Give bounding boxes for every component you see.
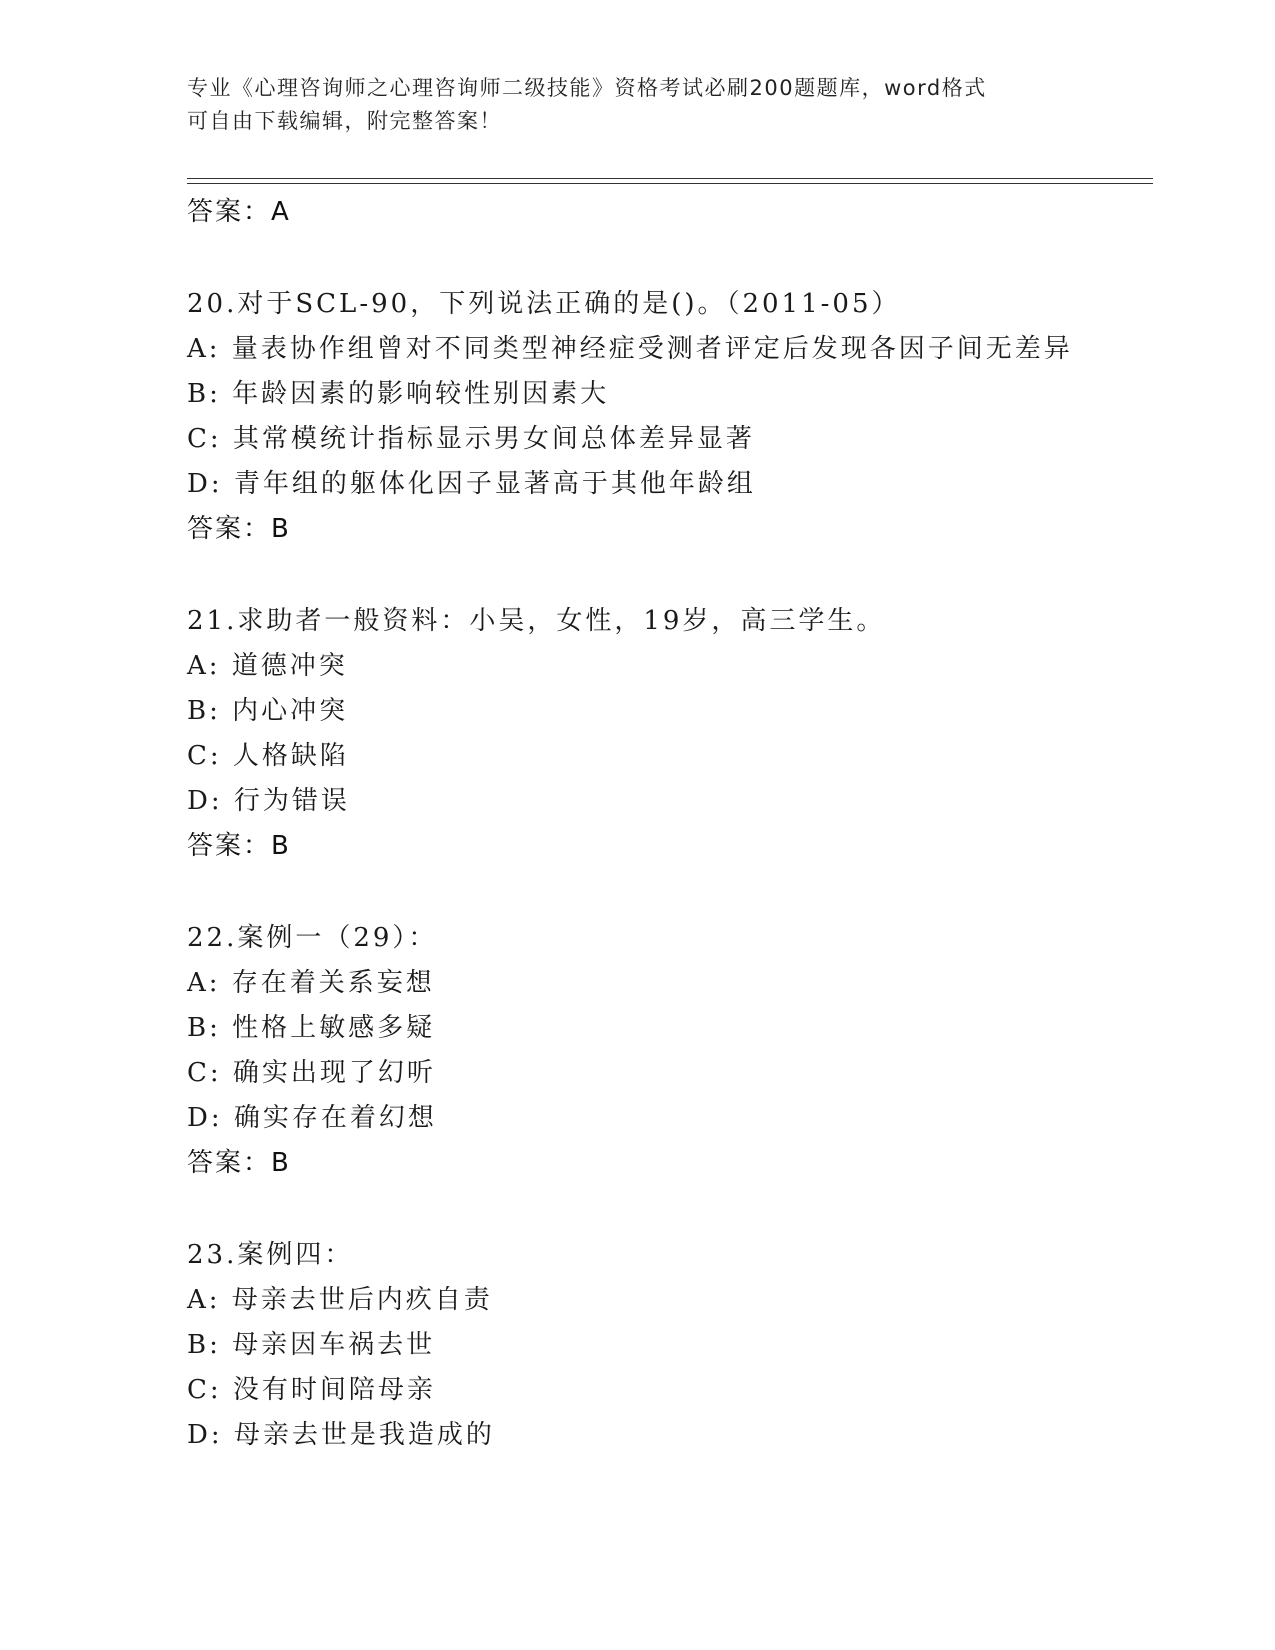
- option-b: B: 母亲因车祸去世: [187, 1330, 436, 1360]
- question-answer: 答案：B: [187, 1148, 291, 1178]
- option-c: C: 确实出现了幻听: [187, 1058, 436, 1088]
- option-a: A: 母亲去世后内疚自责: [187, 1285, 493, 1315]
- spacer: [187, 235, 1153, 282]
- option-b: B: 性格上敏感多疑: [187, 1013, 436, 1043]
- question-stem: 21.求助者一般资料：小吴，女性，19岁，高三学生。: [187, 606, 886, 636]
- option-c: C: 没有时间陪母亲: [187, 1375, 436, 1405]
- option-b: B: 内心冲突: [187, 696, 349, 726]
- option-a: A: 存在着关系妄想: [187, 968, 435, 998]
- question-22: [187, 916, 1153, 1186]
- page-header: [187, 72, 1067, 138]
- question-stem: 22.案例一（29）：: [187, 923, 438, 953]
- option-d: D: 母亲去世是我造成的: [187, 1420, 495, 1450]
- option-a: A: 量表协作组曾对不同类型神经症受测者评定后发现各因子间无差异: [187, 334, 1073, 364]
- question-answer: 答案：B: [187, 514, 291, 544]
- spacer: [187, 869, 1153, 916]
- question-20: [187, 282, 1153, 552]
- option-c: C: 其常模统计指标显示男女间总体差异显著: [187, 424, 755, 454]
- question-23: [187, 1233, 1153, 1458]
- header-line-1: 专业《心理咨询师之心理咨询师二级技能》资格考试必刷200题题库，word格式: [187, 76, 987, 100]
- question-stem: 23.案例四：: [187, 1240, 354, 1270]
- option-d: D: 行为错误: [187, 786, 350, 816]
- header-line-2: 可自由下载编辑，附完整答案！: [187, 109, 502, 133]
- header-divider-top: [187, 178, 1153, 179]
- question-21: [187, 599, 1153, 869]
- option-d: D: 青年组的躯体化因子显著高于其他年龄组: [187, 469, 756, 499]
- option-b: B: 年龄因素的影响较性别因素大: [187, 379, 610, 409]
- previous-answer: 答案：A: [187, 197, 291, 227]
- spacer: [187, 552, 1153, 599]
- spacer: [187, 1186, 1153, 1233]
- option-d: D: 确实存在着幻想: [187, 1103, 437, 1133]
- option-a: A: 道德冲突: [187, 651, 348, 681]
- option-c: C: 人格缺陷: [187, 741, 349, 771]
- question-stem: 20.对于SCL-90，下列说法正确的是()。（2011-05）: [187, 289, 901, 319]
- question-list: [187, 190, 1153, 1458]
- header-divider-bottom: [187, 183, 1153, 184]
- question-answer: 答案：B: [187, 831, 291, 861]
